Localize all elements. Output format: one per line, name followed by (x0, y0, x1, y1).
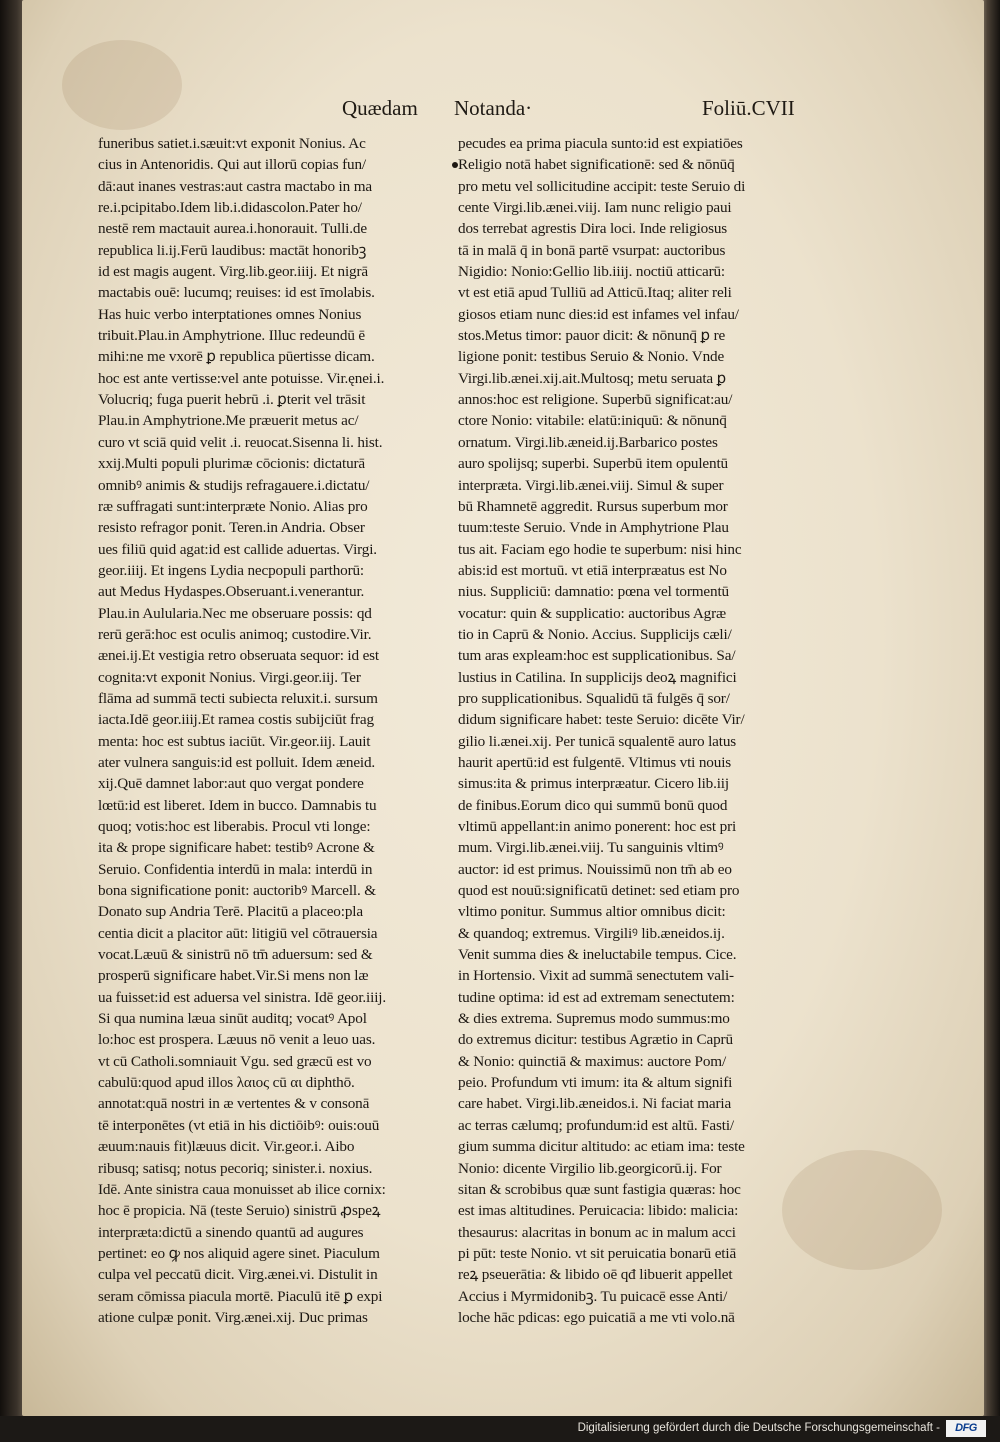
text-line: & Nonio: quinctiā & maximus: auctore Pom/ (458, 1052, 727, 1070)
text-line: vt est etiā apud Tulliū ad Atticū.Itaq; aliter reli (458, 284, 732, 302)
header-center: Notanda· (454, 96, 533, 120)
text-line: xxij.Multi populi plurimæ cōcionis: dictaturā (98, 455, 366, 473)
text-line: ua fuisset:id est aduersa vel sinistra. Idē geor.iiij. (98, 988, 386, 1006)
text-line: tribuit.Plau.in Amphytrione. Illuc redeundū ē (98, 327, 365, 345)
text-line: centia dicit a placitor aūt: litigiū vel cōtrauersia (98, 924, 378, 942)
text-line: cius in Antenoridis. Qui aut illorū copias fun/ (98, 156, 366, 174)
text-line: ligione ponit: testibus Seruio & Nonio. Vnde (458, 348, 725, 366)
text-line: menta: hoc est subtus iaciūt. Vir.geor.iij. Lauit (98, 732, 371, 750)
text-line: didum significare habet: teste Seruio: dicēte Vir/ (458, 711, 745, 729)
text-line: gium summa dicitur altitudo: ac etiam ima: teste (458, 1138, 745, 1156)
text-line: ita & prope significare habet: testibꝰ Acrone & (98, 839, 375, 857)
text-line: annotat:quā nostri in æ vertentes & v consonā (98, 1095, 370, 1113)
text-line: iacta.Idē geor.iiij.Et ramea costis subijciūt frag (98, 711, 374, 729)
text-line: pi pūt: teste Nonio. vt sit peruicatia bonarū etiā (458, 1244, 737, 1262)
text-line: flāma ad summā tecti subiecta reluxit.i. sursum (98, 689, 378, 707)
text-line: auro spolijsq; superbi. Superbū item opulentū (458, 455, 728, 473)
text-line: Accius i Myrmidonibꝫ. Tu puicacē esse Anti/ (458, 1287, 728, 1305)
text-line: tio in Caprū & Nonio. Accius. Supplicijs cæli/ (458, 625, 732, 643)
text-line: ræ suffragati sunt:interpræte Nonio. Alias pro (98, 497, 368, 515)
text-line: vocatur: quin & supplicatio: auctoribus Agræ (458, 604, 726, 622)
text-line: interpræta. Virgi.lib.ænei.viij. Simul & super (458, 476, 724, 494)
text-line: & dies extrema. Supremus modo summus:mo (458, 1010, 730, 1028)
text-line: quod est nouū:significatū detinet: sed etiam pro (458, 882, 740, 900)
footer-bar (0, 1416, 1000, 1442)
text-line: vltimū appellant:in animo ponerent: hoc est pri (458, 818, 737, 835)
text-line: & quandoq; extremus. Virgiliꝰ lib.æneidos.ij. (458, 924, 725, 942)
header-left: Quædam (342, 96, 418, 120)
text-line: Donato sup Andria Terē. Placitū a placeo:pla (98, 903, 363, 921)
text-line: vt cū Catholi.somniauit Vgu. sed græcū est vo (98, 1052, 372, 1070)
text-line: bona significatione ponit: auctoribꝰ Marcell. & (98, 882, 376, 900)
text-line: Si qua numina læua sinūt auditq; vocatꝰ Apol (98, 1010, 367, 1028)
text-line: ornatum. Virgi.lib.æneid.ij.Barbarico postes (458, 433, 718, 451)
text-line: loche hāc pdicas: ego puicatiā a me vti volo.nā (458, 1308, 735, 1326)
text-line: Nigidio: Nonio:Gellio lib.iiij. noctiū atticarū: (458, 263, 725, 281)
text-line: do extremus dicitur: testibus Agrætio in Caprū (458, 1031, 733, 1049)
text-line: care habet. Virgi.lib.æneidos.i. Ni faciat maria (458, 1095, 732, 1113)
text-line: lœtū:id est liberet. Idem in bucco. Damnabis tu (98, 796, 377, 814)
text-line: ænei.ij.Et vestigia retro obseruata sequor: id est (98, 647, 379, 665)
text-line: thesaurus: alacritas in bonum ac in malum acci (458, 1223, 736, 1241)
text-line: abis:id est mortuū. vt etiā interpræatus est No (458, 561, 727, 579)
folio-number: Foliū.CVII (702, 96, 795, 120)
text-line: xij.Quē damnet labor:aut quo vergat pondere (98, 775, 364, 793)
text-line: tus ait. Faciam ego hodie te superbum: nisi hinc (458, 540, 742, 558)
scan-edge-right (982, 0, 1000, 1420)
text-line: funeribus satiet.i.sæuit:vt exponit Nonius. Ac (98, 135, 366, 152)
text-line: Venit summa dies & ineluctabile tempus. Cice. (458, 946, 737, 964)
text-line: lo:hoc est prospera. Læuus nō venit a leuo uas. (98, 1031, 376, 1049)
text-line: est imas altitudines. Peruicacia: libido: malicia: (458, 1202, 739, 1220)
text-line: peio. Profundum vti imum: ita & altum signifi (458, 1074, 733, 1092)
text-line: reꝝ pseuerātia: & libido oē qđ libuerit appellet (458, 1266, 733, 1284)
text-line: cabulū:quod apud illos λαιος cū αι diphthō. (98, 1074, 355, 1092)
text-line: Seruio. Confidentia interdū in mala: interdū in (98, 860, 373, 878)
text-column-left (98, 133, 448, 1328)
text-line: nius. Suppliciū: damnatio: pœna vel tormentū (458, 583, 729, 601)
text-line: tuum:teste Seruio. Vnde in Amphytrione Plau (458, 519, 729, 537)
text-line: vltimo ponitur. Summus altior omnibus dicit: (458, 903, 726, 921)
text-line: tum aras expleam:hoc est supplicationibus. Sa/ (458, 647, 736, 665)
text-line: gilio li.ænei.xij. Per tunicā squalentē auro latus (458, 732, 737, 750)
text-line: culpa vel peccatū dicit. Virg.ænei.vi. Distulit in (98, 1266, 378, 1284)
running-header (22, 96, 984, 126)
text-line: republica li.ij.Ferū laudibus: mactāt honoribꝫ (98, 241, 367, 259)
text-line: interpræta:dictū a sinendo quantū ad augures (98, 1223, 364, 1241)
text-line: haurit apertū:id est fulgentē. Vltimus vti nouis (458, 753, 732, 771)
text-line: tā in malā q̄ in bonā partē vsurpat: auctoribus (458, 241, 726, 259)
text-line: ater vulnera sanguis:id est polluit. Idem æneid. (98, 753, 376, 771)
funding-notice: Digitalisierung gefördert durch die Deutsche Forschungsgemeinschaft - (577, 1422, 940, 1434)
text-line: ctore Nonio: vitabile: elatū:iniquū: & nōnunq̄ (458, 412, 727, 430)
text-line: geor.iiij. Et ingens Lydia necpopuli parthorū: (98, 561, 364, 579)
text-line: bū Rhamnetē aggredit. Rursus superbum mor (458, 497, 728, 515)
text-line: dā:aut inanes vestras:aut castra mactabo in ma (98, 177, 372, 195)
text-line: pertinet: eo ꝙ nos aliquid agere sinet. Piaculum (98, 1244, 380, 1262)
text-line: ues filiū quid agat:id est callide aduertas. Virgi. (98, 540, 377, 558)
text-line: pecudes ea prima piacula sunto:id est expiatiōes (458, 135, 743, 152)
text-line: Virgi.lib.ænei.xij.ait.Multosq; metu seruata ꝑ (458, 369, 727, 387)
text-line: Idē. Ante sinistra caua monuisset ab ilice cornix: (98, 1180, 386, 1198)
text-line: hoc est ante vertisse:vel ante potuisse. Vir.ęnei.i. (98, 369, 385, 387)
text-line: aut Medus Hydaspes.Obseruant.i.venerantur. (98, 583, 365, 601)
paper-sheet (22, 0, 984, 1416)
text-line: prosperū significare habet.Vir.Si mens non læ (98, 967, 369, 985)
text-column-right (458, 133, 808, 1328)
text-line: dos terrebat agrestis Dira loci. Inde religiosus (458, 220, 728, 238)
text-line: omnibꝰ animis & studijs refragauere.i.dictatu/ (98, 476, 370, 494)
text-line: Religio notā habet significationē: sed & nōnūq̄ (458, 156, 735, 174)
text-line: stos.Metus timor: pauor dicit: & nōnunq̄ ꝑ re (458, 327, 726, 345)
text-line: cente Virgi.lib.ænei.viij. Iam nunc religio paui (458, 199, 732, 217)
text-line: auctor: id est primus. Nouissimū non tm̄ ab eo (458, 860, 732, 878)
text-line: ac terras cælumq; profundum:id est altū. Fasti/ (458, 1116, 734, 1134)
text-line: resisto refragor ponit. Teren.in Andria. Obser (98, 519, 365, 537)
text-line: hoc ē propicia. Nā (teste Seruio) sinistrū ꝓspeꝝ (98, 1202, 381, 1220)
text-line: pro supplicationibus. Squalidū tā fulgēs q̄ sor/ (458, 689, 730, 707)
text-line: Has huic verbo interptationes omnes Nonius (98, 305, 362, 323)
text-line: curo vt sciā quid velit .i. reuocat.Sisenna li. hist. (98, 433, 383, 451)
text-line: quoq; votis:hoc est liberabis. Procul vti longe: (98, 818, 371, 835)
text-line: Nonio: dicente Virgilio lib.georgicorū.ij. For (458, 1159, 722, 1177)
text-line: atione culpæ ponit. Virg.ænei.xij. Duc primas (98, 1308, 368, 1326)
text-line: simus:ita & primus interpræatur. Cicero lib.iij (458, 775, 729, 793)
text-line: mihi:ne me vxorē ꝑ republica pūertisse dicam. (98, 348, 375, 366)
text-line: sitan & scrobibus quæ sunt fastigia quæras: hoc (458, 1180, 741, 1198)
text-line: in Hortensio. Vixit ad summā senectutem vali- (458, 967, 734, 985)
text-line: pro metu vel sollicitudine accipit: teste Seruio di (458, 177, 746, 195)
text-line: giosos etiam nunc dies:id est infames vel infau/ (458, 305, 739, 323)
text-line: re.i.pcipitabo.Idem lib.i.didascolon.Pater ho/ (98, 199, 362, 217)
text-line: de finibus.Eorum dico qui summū bonū quod (458, 796, 728, 814)
text-line: annos:hoc est religione. Superbū significat:au/ (458, 391, 733, 409)
text-line: tē interponētes (vt etiā in his dictiōibꝰ: ouis:ouū (98, 1116, 380, 1134)
text-line: rerū gerā:hoc est oculis animoq; custodire.Vir. (98, 625, 372, 643)
text-line: seram cōmissa piacula mortē. Piaculū itē ꝑ expi (98, 1287, 383, 1305)
text-line: mactabis ouē: lucumq; reuises: id est īmolabis. (98, 284, 375, 302)
text-line: Plau.in Amphytrione.Me præuerit metus ac/ (98, 412, 359, 430)
text-line: vocat.Læuū & sinistrū nō tm̄ aduersum: sed & (98, 946, 373, 964)
text-line: æuum:nauis fit)læuus dicit. Vir.geor.i. Aibo (98, 1138, 355, 1156)
text-line: Volucriq; fuga puerit hebrū .i. ꝑterit vel trāsit (98, 391, 366, 409)
text-line: ribusq; satisq; notus pecoriq; sinister.i. noxius. (98, 1159, 373, 1177)
dfg-logo: DFG (946, 1420, 986, 1437)
text-line: tudine optima: id est ad extremam senectutem: (458, 988, 735, 1006)
text-line: id est magis augent. Virg.lib.geor.iiij. Et nigrā (98, 263, 368, 281)
text-line: mum. Virgi.lib.ænei.viij. Tu sanguinis vltimꝰ (458, 839, 724, 857)
text-line: Plau.in Aulularia.Nec me obseruare possis: qd (98, 604, 372, 622)
text-line: cognita:vt exponit Nonius. Virgi.geor.iij. Ter (98, 668, 361, 686)
text-line: lustius in Catilina. In supplicijs deoꝝ magnifici (458, 668, 737, 686)
text-line: nestē rem mactauit aurea.i.honorauit. Tulli.de (98, 220, 367, 238)
